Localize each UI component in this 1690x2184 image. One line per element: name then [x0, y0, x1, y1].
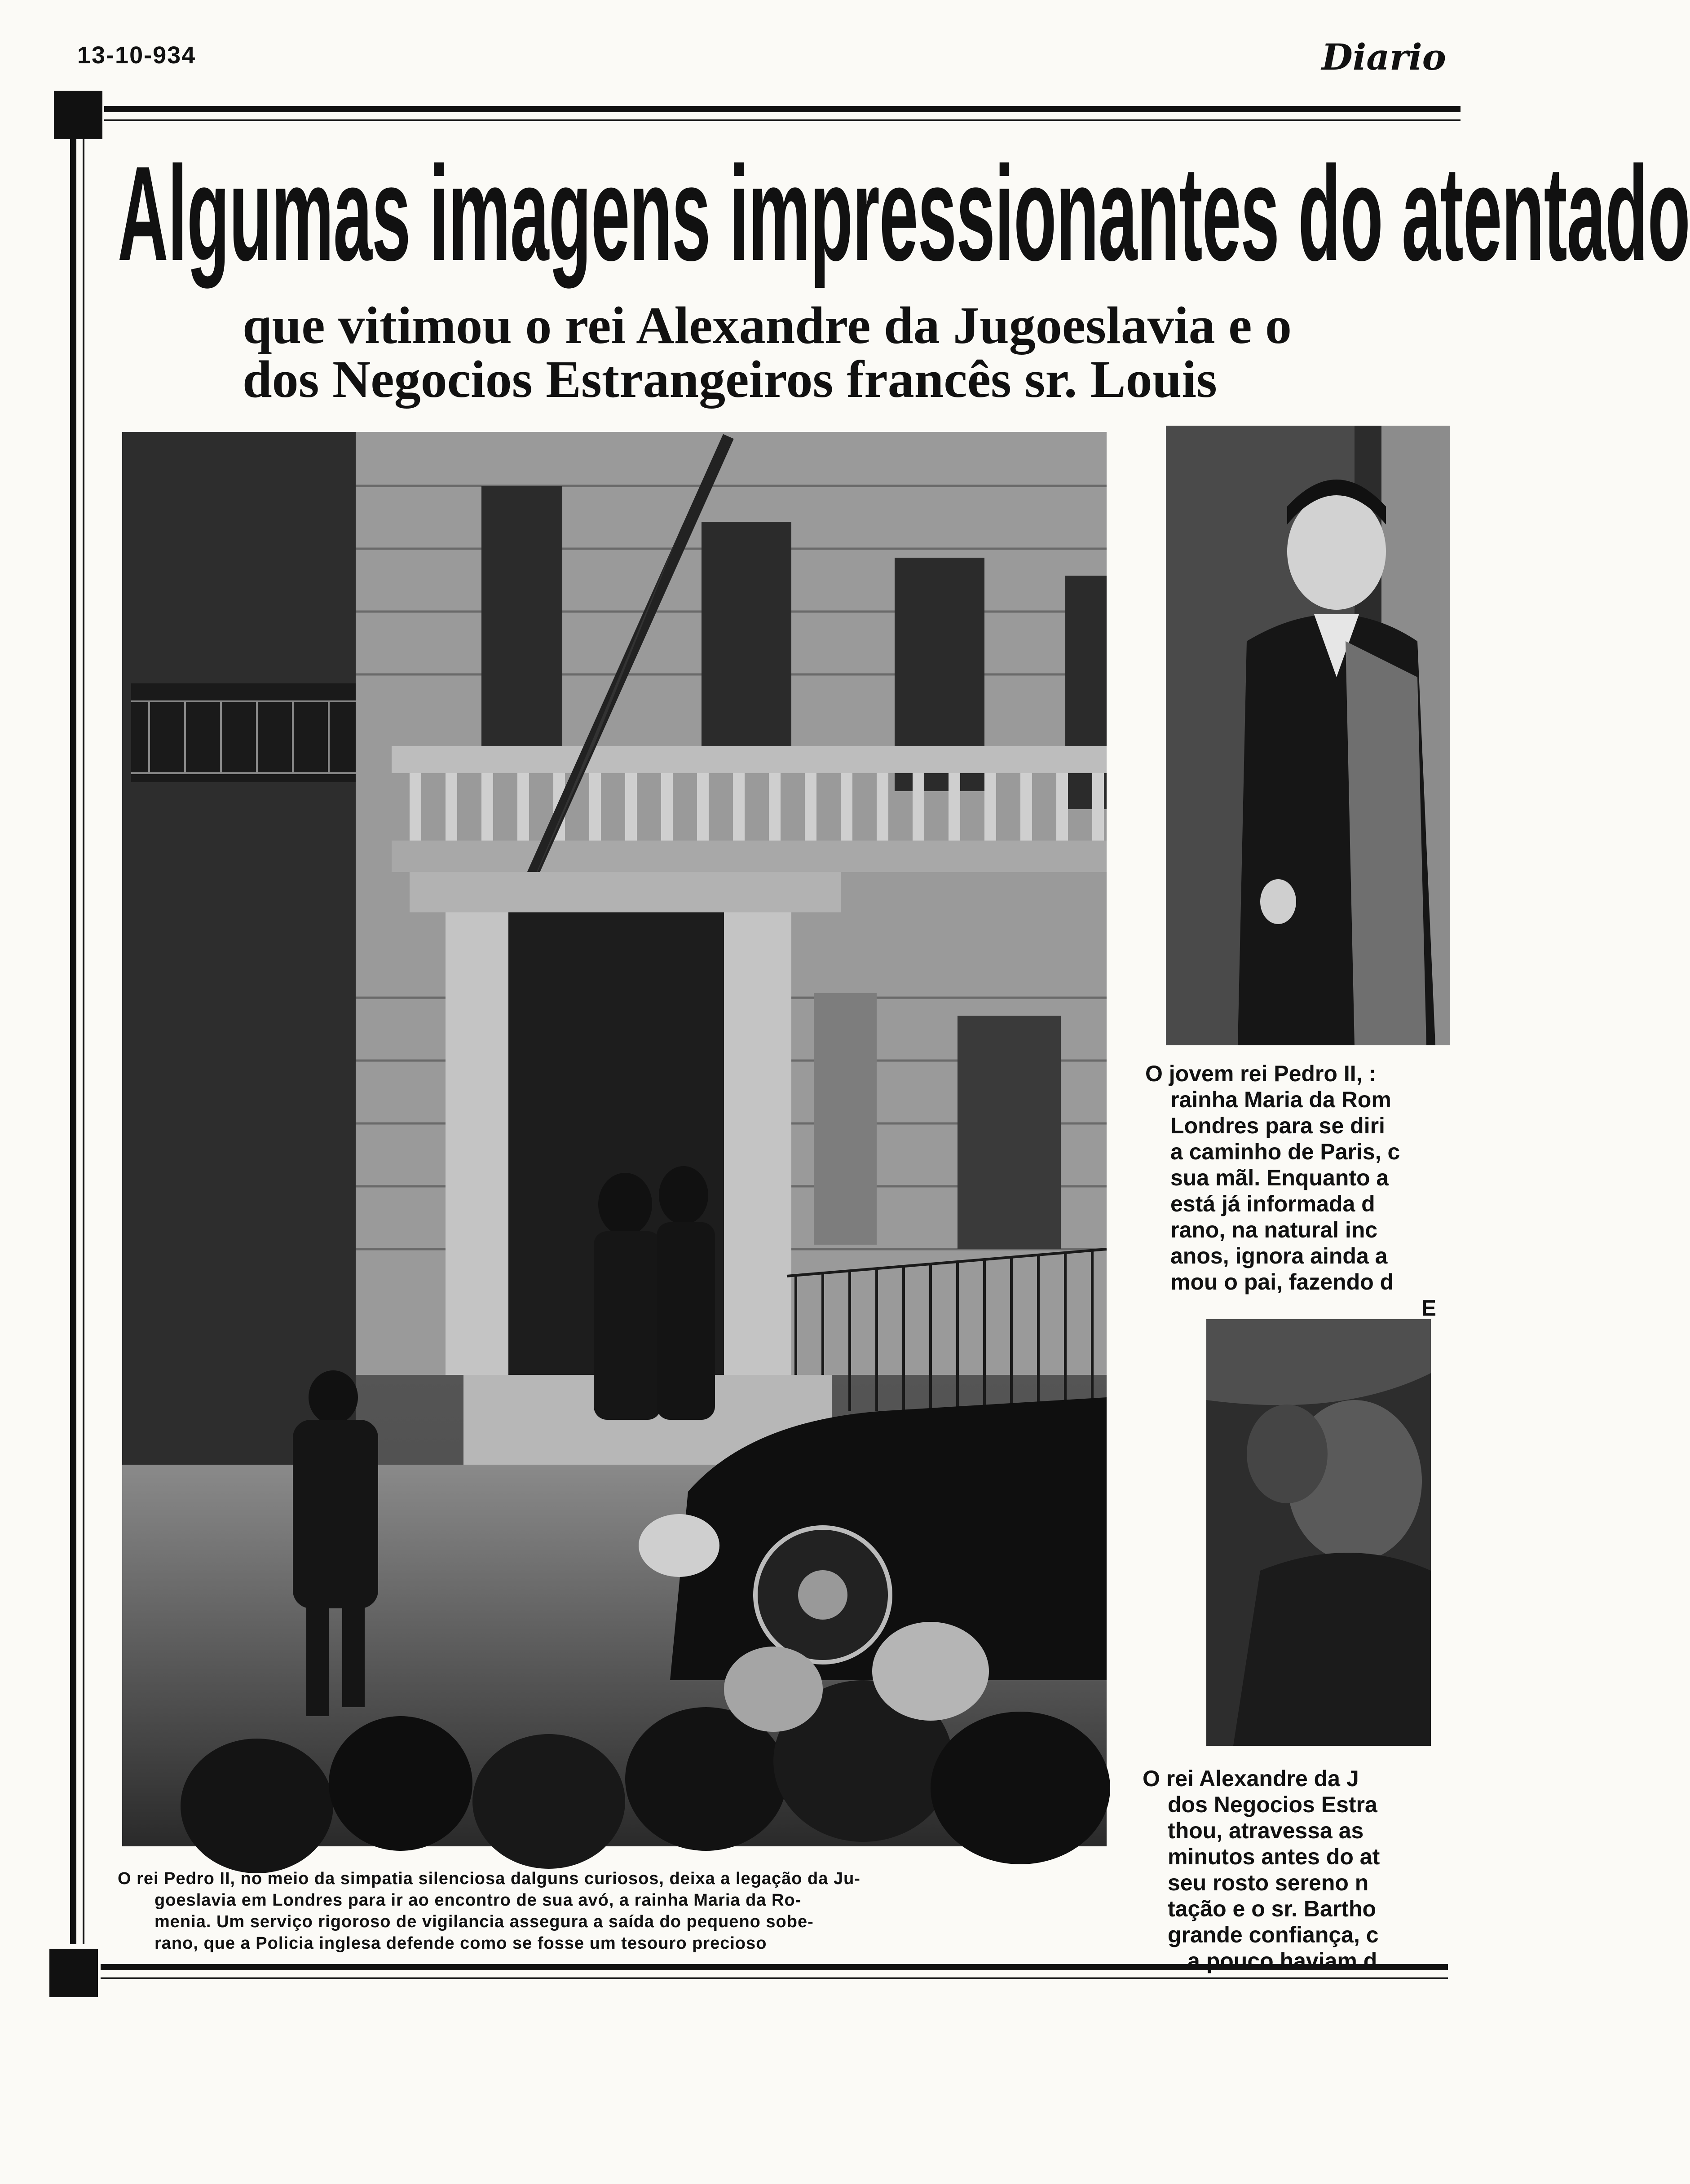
- top-caption-line-10: E: [1421, 1295, 1436, 1321]
- bottom-caption-line-2: dos Negocios Estra: [1168, 1792, 1377, 1817]
- subheadline-line-2: dos Negocios Estrangeiros francês sr. Louis: [243, 350, 1217, 409]
- top-caption-line-2: rainha Maria da Rom: [1170, 1087, 1391, 1112]
- bottom-right-photo: [1206, 1319, 1431, 1746]
- top-left-corner-square: [54, 91, 102, 139]
- bottom-caption-line-6: tação e o sr. Bartho: [1168, 1896, 1377, 1921]
- top-rule-thick: [104, 106, 1461, 112]
- subheadline-line-1: que vitimou o rei Alexandre da Jugoeslavia e o: [243, 296, 1292, 355]
- main-caption-line-1: O rei Pedro II, no meio da simpatia silenciosa dalguns curiosos, deixa a legação da Ju-: [118, 1869, 860, 1888]
- main-caption-line-3: menia. Um serviço rigoroso de vigilancia assegura a saída do pequeno sobe-: [154, 1912, 814, 1931]
- top-caption-line-3: Londres para se diri: [1170, 1113, 1385, 1138]
- main-caption-line-4: rano, que a Policia inglesa defende como se fosse um tesouro precioso: [154, 1934, 767, 1953]
- top-caption-line-7: rano, na natural inc: [1170, 1217, 1378, 1242]
- bottom-caption-line-3: thou, atravessa as: [1168, 1818, 1364, 1843]
- bottom-caption-line-5: seu rosto sereno n: [1168, 1870, 1369, 1895]
- main-caption-line-2: goeslavia em Londres para ir ao encontro de sua avó, a rainha Maria da Ro-: [154, 1891, 802, 1910]
- top-caption-line-4: a caminho de Paris, c: [1170, 1139, 1400, 1164]
- headline: Algumas imagens impressionantes do atentado: [118, 138, 1690, 289]
- bottom-caption-line-4: minutos antes do at: [1168, 1844, 1380, 1869]
- king-alexander-illustration: [1206, 1319, 1431, 1746]
- newspaper-brand: Diario: [1321, 36, 1446, 78]
- top-right-photo: [1166, 426, 1450, 1045]
- issue-date: 13-10-934: [77, 42, 196, 69]
- top-caption-line-5: sua mãl. Enquanto a: [1170, 1165, 1389, 1190]
- bottom-caption-line-7: grande confiança, c: [1168, 1922, 1379, 1947]
- main-photo-caption: [118, 1868, 1079, 1954]
- top-caption-line-8: anos, ignora ainda a: [1170, 1243, 1388, 1268]
- bottom-right-photo-caption: [1143, 1766, 1442, 1974]
- bottom-caption-line-1: O rei Alexandre da J: [1143, 1766, 1359, 1791]
- left-rule-thin: [83, 139, 84, 1944]
- main-photo: [122, 432, 1107, 1846]
- top-rule-thin: [104, 119, 1461, 121]
- bottom-left-corner-square: [49, 1949, 98, 1997]
- bottom-caption-line-8: a pouco haviam d: [1187, 1948, 1377, 1973]
- top-right-photo-caption: [1145, 1061, 1442, 1321]
- young-king-portrait-illustration: [1166, 426, 1450, 1045]
- bottom-rule-thin: [101, 1977, 1448, 1979]
- legation-building-illustration: [122, 432, 1107, 1846]
- left-rule-thick: [70, 139, 76, 1944]
- top-caption-line-6: está já informada d: [1170, 1191, 1375, 1216]
- top-caption-line-9: mou o pai, fazendo d: [1170, 1269, 1394, 1295]
- top-caption-line-1: O jovem rei Pedro II, :: [1145, 1061, 1377, 1086]
